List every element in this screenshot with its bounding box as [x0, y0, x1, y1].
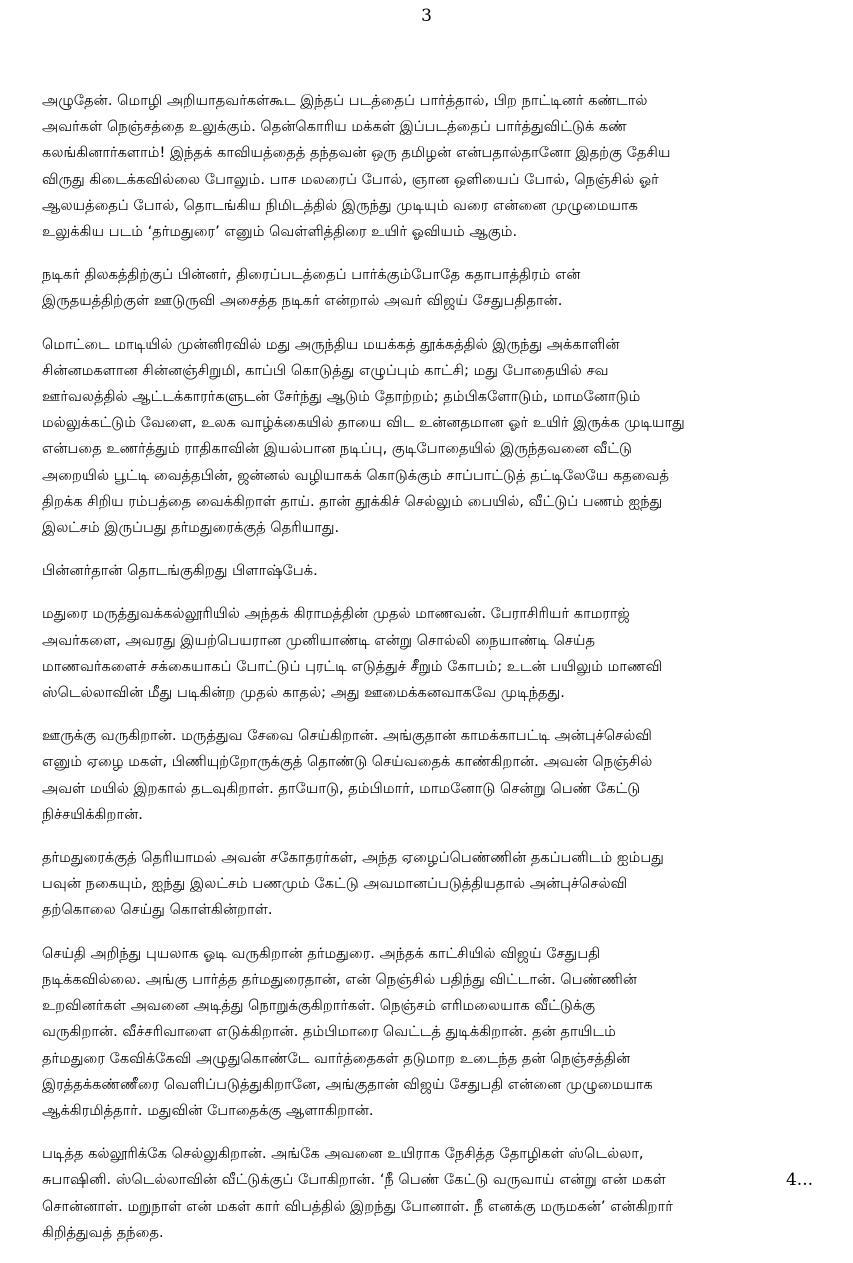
text-line: மாணவர்களைச் சக்கையாகப் போட்டுப் புரட்டி எடுத்துச் சீறும் கோபம்; உடன் பயிலும் மாணவி [42, 657, 663, 675]
text-line: ஊருக்கு வருகிறான். மருத்துவ சேவை செய்கிறான். அங்குதான் காமக்காபட்டி அன்புச்செல்வி [42, 727, 652, 745]
text-line: அழுதேன். மொழி அறியாதவர்கள்கூட இந்தப் படத்தைப் பார்த்தால், பிற நாட்டினர் கண்டால் [42, 92, 648, 109]
text-line: அவர்கள் நெஞ்சத்தை உலுக்கும். தென்கொரிய மக்கள் இப்படத்தைப் பார்த்துவிட்டுக் கண் [42, 118, 627, 136]
document-body [42, 88, 824, 1263]
text-line: நடிக்கவில்லை. அங்கு பார்த்த தர்மதுரைதான், என் நெஞ்சில் பதிந்து விட்டான். பெண்ணின் [42, 970, 638, 988]
text-line: வருகிறான். வீச்சரிவாளை எடுக்கிறான். தம்பிமாரை வெட்டத் துடிக்கிறான். தன் தாயிடம் [42, 1023, 616, 1041]
text-line: நிச்சயிக்கிறான். [42, 805, 143, 823]
text-line: திறக்க சிறிய ரம்பத்தை வைக்கிறாள் தாய். தான் தூக்கிச் செல்லும் பையில், வீட்டுப் பணம் ஐந்து [42, 492, 663, 510]
text-line: மல்லுக்கட்டும் வேளை, உலக வாழ்க்கையில் தாயை விட உன்னதமான ஓர் உயிர் இருக்க முடியாது [42, 414, 685, 432]
text-line: ஊர்வலத்தில் ஆட்டக்காரர்களுடன் சேர்ந்து ஆடும் தோற்றம்; தம்பிகளோடும், மாமனோடும் [42, 388, 641, 406]
text-line: அறையில் பூட்டி வைத்தபின், ஜன்னல் வழியாகக் கொடுக்கும் சாப்பாட்டுத் தட்டிலேயே கதவைத் [42, 466, 670, 484]
text-line: மொட்டை மாடியில் முன்னிரவில் மது அருந்திய மயக்கத் தூக்கத்தில் இருந்து அக்காளின் [42, 335, 620, 353]
text-line: கலங்கினார்களாம்! இந்தக் காவியத்தைத் தந்தவன் ஒரு தமிழன் என்பதால்தானோ இதற்கு தேசிய [42, 144, 671, 162]
text-line: சொன்னாள். மறுநாள் என் மகள் கார் விபத்தில் இறந்து போனாள். நீ எனக்கு மருமகன்’ என்கிறார் [42, 1197, 673, 1215]
paragraph [42, 723, 824, 828]
paragraph [42, 332, 824, 542]
text-line: எனும் ஏழை மகள், பிணியுற்றோருக்குத் தொண்டு செய்வதைக் காண்கிறான். அவன் நெஞ்சில் [42, 753, 653, 771]
paragraph [42, 1141, 824, 1246]
text-line: ஆலயத்தைப் போல், தொடங்கிய நிமிடத்தில் இருந்து முடியும் வரை என்னை முழுமையாக [42, 196, 638, 214]
text-line: படித்த கல்லூரிக்கே செல்லுகிறான். அங்கே அவனை உயிராக நேசித்த தோழிகள் ஸ்டெல்லா, [42, 1145, 644, 1163]
text-line: நடிகர் திலகத்திற்குப் பின்னர், திரைப்படத்தைப் பார்க்கும்போதே கதாபாத்திரம் என் [42, 266, 581, 284]
text-line: பவுன் நகையும், ஐந்து இலட்சம் பணமும் கேட்டு அவமானப்படுத்தியதால் அன்புச்செல்வி [42, 875, 628, 893]
paragraph [42, 941, 824, 1124]
text-line: இலட்சம் இருப்பது தர்மதுரைக்குத் தெரியாது. [42, 519, 340, 537]
text-line: உலுக்கிய படம் ‘தர்மதுரை’ எனும் வெள்ளித்திரை உயிர் ஓவியம் ஆகும். [42, 223, 518, 241]
page-number: 3 [421, 6, 432, 26]
paragraph [42, 88, 824, 245]
text-line: தற்கொலை செய்து கொள்கின்றாள். [42, 901, 273, 919]
text-line: தர்மதுரைக்குத் தெரியாமல் அவன் சகோதரர்கள், அந்த ஏழைப்பெண்ணின் தகப்பனிடம் ஐம்பது [42, 849, 664, 867]
text-line: சின்னமகளான சின்னஞ்சிறுமி, காப்பி கொடுத்து எழுப்பும் காட்சி; மது போதையில் சவ [42, 361, 609, 379]
text-line: அவள் மயில் இறகால் தடவுகிறாள். தாயோடு, தம்பிமார், மாமனோடு சென்று பெண் கேட்டு [42, 779, 641, 797]
text-line: உறவினர்கள் அவனை அடித்து நொறுக்குகிறார்கள். நெஞ்சம் எரிமலையாக வீட்டுக்கு [42, 997, 596, 1015]
paragraph [42, 262, 824, 314]
text-line: இரத்தக்கண்ணீரை வெளிப்படுத்துகிறானே, அங்குதான் விஜய் சேதுபதி என்னை முழுமையாக [42, 1075, 653, 1093]
text-line: பின்னர்தான் தொடங்குகிறது பிளாஷ்பேக். [42, 562, 318, 580]
text-line: ஸ்டெல்லாவின் மீது படிகின்ற முதல் காதல்; அது ஊமைக்கனவாகவே முடிந்தது. [42, 684, 565, 702]
paragraph [42, 601, 824, 706]
text-line: இருதயத்திற்குள் ஊடுருவி அசைத்த நடிகர் என்றால் அவர் விஜய் சேதுபதிதான். [42, 292, 563, 310]
text-line: கிறித்துவத் தந்தை. [42, 1223, 164, 1241]
paragraph [42, 845, 824, 924]
text-line: செய்தி அறிந்து புயலாக ஓடி வருகிறான் தர்மதுரை. அந்தக் காட்சியில் விஜய் சேதுபதி [42, 944, 601, 962]
text-line: சுபாஷினி. ஸ்டெல்லாவின் வீட்டுக்குப் போகிறான். ‘நீ பெண் கேட்டு வருவாய் என்று என் மகள் [42, 1171, 666, 1189]
text-line: விருது கிடைக்கவில்லை போலும். பாச மலரைப் போல், ஞான ஒளியைப் போல், நெஞ்சில் ஓர் [42, 170, 659, 188]
text-line: தர்மதுரை கேவிக்கேவி அழுதுகொண்டே வார்த்தைகள் தடுமாற உடைந்த தன் நெஞ்சத்தின் [42, 1049, 631, 1067]
text-line: அவர்களை, அவரது இயற்பெயரான முனியாண்டி என்று சொல்லி நையாண்டி செய்த [42, 631, 596, 649]
text-line: என்பதை உணர்த்தும் ராதிகாவின் இயல்பான நடிப்பு, குடிபோதையில் இருந்தவனை வீட்டு [42, 440, 633, 458]
text-line: ஆக்கிரமித்தார். மதுவின் போதைக்கு ஆளாகிறான். [42, 1101, 374, 1119]
next-page-indicator: 4... [785, 1170, 813, 1190]
text-line: மதுரை மருத்துவக்கல்லூரியில் அந்தக் கிராமத்தின் முதல் மாணவன். பேராசிரியர் காமராஜ் [42, 605, 630, 623]
paragraph [42, 558, 824, 584]
